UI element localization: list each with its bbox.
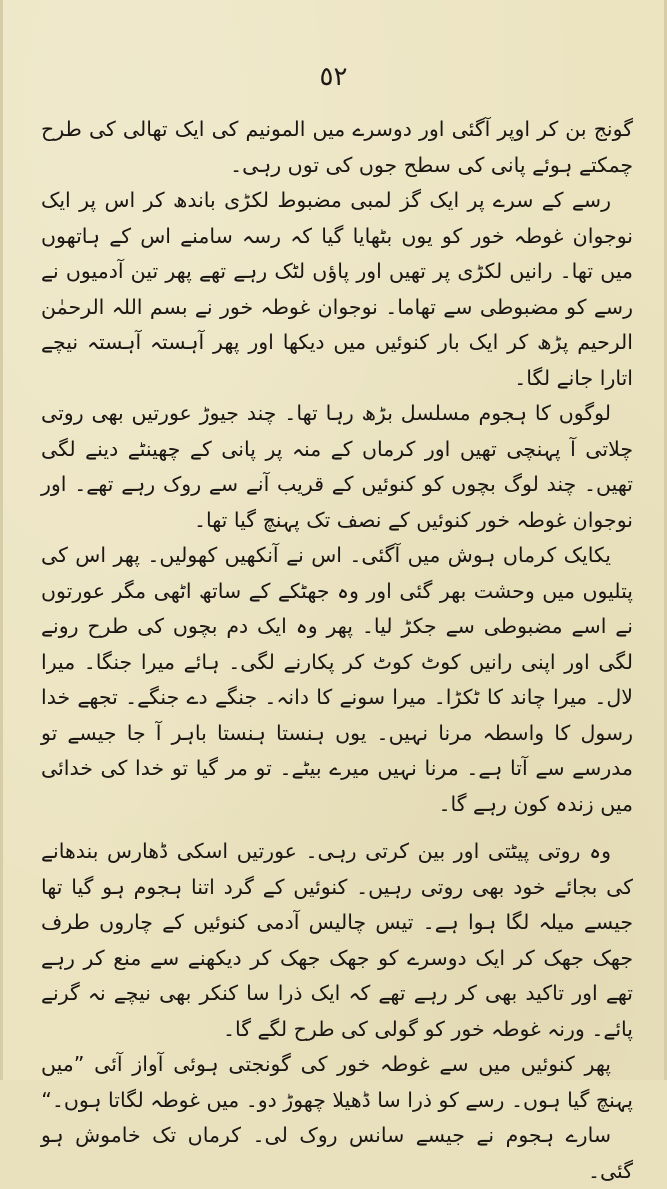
page-body-text	[41, 112, 633, 1189]
paragraph-1: گونج بن کر اوپر آگئی اور دوسرے میں المونیم کی ایک تھالی کی طرح چمکتے ہوئے پانی کی سطح جوں کی توں رہی۔	[41, 117, 633, 177]
paragraph-2: رسے کے سرے پر ایک گز لمبی مضبوط لکڑی باندھ کر اس پر ایک نوجوان غوطہ خور کو یوں بٹھایا گیا کہ رسہ سامنے اس کے ہاتھوں میں تھا۔ رانیں لکڑی پر تھیں اور پاؤں لٹک رہے تھے پھر تین آدمیوں نے رسے کو مضبوطی سے تھاما۔ نوجوان غوطہ خور نے بسم اللہ الرحمٰن الرحیم پڑھ کر ایک بار کنوئیں میں دیکھا اور پھر آہستہ آہستہ نیچے اتارا جانے لگا۔	[41, 188, 633, 390]
paragraph-3: لوگوں کا ہجوم مسلسل بڑھ رہا تھا۔ چند جیوڑ عورتیں بھی روتی چلاتی آ پہنچی تھیں اور کرماں کے منہ پر پانی کے چھینٹے دینے لگی تھیں۔ چند لوگ بچوں کو کنوئیں کے قریب آنے سے روک رہے تھے۔ اور نوجوان غوطہ خور کنوئیں کے نصف تک پہنچ گیا تھا۔	[41, 401, 633, 532]
paragraph-5: وہ روتی پیٹتی اور بین کرتی رہی۔ عورتیں اسکی ڈھارس بندھانے کی بجائے خود بھی روتی رہیں۔ کنوئیں کے گرد اتنا ہجوم ہو گیا تھا جیسے میلہ لگا ہوا ہے۔ تیس چالیس آدمی کنوئیں کے چاروں طرف جھک جھک کر ایک دوسرے کو جھک جھک کر دیکھنے سے منع کر رہے تھے اور تاکید بھی کر رہے تھے کہ ایک ذرا سا کنکر بھی نیچے نہ گرنے پائے۔ ورنہ غوطہ خور کو گولی کی طرح لگے گا۔	[41, 839, 633, 1041]
paragraph-6: پھر کنوئیں میں سے غوطہ خور کی گونجتی ہوئی آواز آئی ”میں پہنچ گیا ہوں۔ رسے کو ذرا سا ڈھیلا چھوڑ دو۔ میں غوطہ لگاتا ہوں۔“	[41, 1052, 633, 1112]
paragraph-4: یکایک کرماں ہوش میں آگئی۔ اس نے آنکھیں کھولیں۔ پھر اس کی پتلیوں میں وحشت بھر گئی اور وہ جھٹکے کے ساتھ اٹھی مگر عورتوں نے اسے مضبوطی سے جکڑ لیا۔ پھر وہ ایک دم بچوں کی طرح رونے لگی اور اپنی رانیں کوٹ کوٹ کر پکارنے لگی۔ ہائے میرا جنگا۔ میرا لال۔ میرا چاند کا ٹکڑا۔ میرا سونے کا دانہ۔ جنگے دے جنگے۔ تجھے خدا رسول کا واسطہ مرنا نہیں۔ یوں ہنستا ہنستا باہر آ جا جیسے تو مدرسے سے آتا ہے۔ مرنا نہیں میرے بیٹے۔ تو مر گیا تو خدا کی خدائی میں زندہ کون رہے گا۔	[41, 543, 633, 816]
paragraph-7: سارے ہجوم نے جیسے سانس روک لی۔ کرماں تک خاموش ہو گئی۔	[41, 1123, 633, 1183]
page-number: ٥٢	[319, 62, 348, 92]
